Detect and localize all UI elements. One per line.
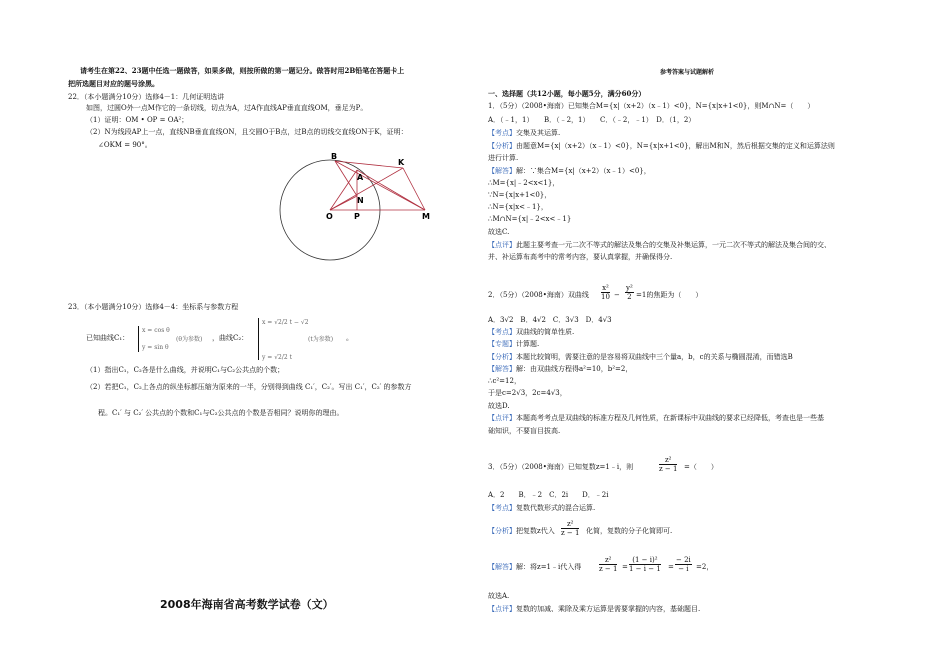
- q1-kaodian: [488, 129, 560, 138]
- exam-title: 2008年海南省高考数学试卷（文）: [160, 598, 334, 611]
- q1-dianping: [488, 241, 831, 250]
- q1-fenxi-text: 由题意M={x|（x+2）（x﹣1）<0}，N={x|x+1<0}，解出M和N，然后根据交集的定义和运算法则: [516, 142, 835, 150]
- q2-frac-y: [625, 284, 634, 301]
- q3-z2: z²: [659, 456, 677, 465]
- q1-answer: 故选C.: [488, 228, 510, 236]
- q3-jieda-d3: − i: [678, 565, 689, 573]
- q3-fenxi-z2: z²: [561, 520, 579, 529]
- q23-curves: [86, 318, 446, 360]
- q2-stem-a: 2．（5分）（2008•海南）双曲线: [488, 291, 589, 299]
- q3-eq2: =: [668, 563, 674, 571]
- q1-dianping-text: 此题主要考查一元二次不等式的解法及集合的交集及补集运算，一元二次不等式的解法及集合间的交、: [516, 241, 831, 249]
- q1-jieda-tag: 【解答】: [488, 167, 516, 175]
- q3-stem-a: 3．（5分）（2008•海南）已知复数z=1﹣i，则: [488, 463, 634, 471]
- q1-dianping-cont: 并、补运算布高考中的常考内容，要认真掌握，并确保得分.: [488, 253, 673, 261]
- label-o: O: [326, 212, 333, 221]
- q3-dianping-text: 复数的加减、乘除及乘方运算是需要掌握的内容，基础题目.: [516, 605, 701, 613]
- q3-eq1: =: [622, 563, 628, 571]
- q3-fenxi-frac: [561, 520, 579, 537]
- q2-fenxi-text: 本题比较简明，需要注意的是容易将双曲线中三个量a，b，c的关系与椭圆混淆，而错选B: [516, 353, 793, 361]
- q3-kaodian: [488, 504, 595, 513]
- q2-answer: 故选D.: [488, 402, 510, 410]
- q3-jieda-tag: 【解答】: [488, 563, 516, 571]
- q2-frac-x: [601, 284, 610, 301]
- q22-part2: （2）N为线段AP上一点，直线NB垂直直线ON，且交圆O于B点，过B点的切线交直线ON于K，证明：: [86, 128, 408, 136]
- q3-jieda-z2: z²: [599, 556, 617, 565]
- q1-jieda-line2: ∴M={x|﹣2<x<1}，: [488, 179, 560, 187]
- q1-dianping-tag: 【点评】: [488, 241, 516, 249]
- instruction-line-1: 请考生在第22、23题中任选一题做答，如果多做，则按所做的第一题记分。做答时用2B铅笔在答题卡上: [80, 66, 405, 75]
- q2-fenxi: [488, 353, 793, 362]
- q23-part1: （1）指出C₁，C₂各是什么曲线，并说明C₁与C₂公共点的个数；: [86, 366, 285, 374]
- q23-c2-label: ，曲线C₂：: [212, 334, 249, 342]
- line-ok: [330, 168, 403, 210]
- q2-dianping-tag: 【点评】: [488, 414, 516, 422]
- q22-geometry-figure: [270, 150, 450, 270]
- q3-jieda-n2: (1 − i)²: [629, 556, 661, 565]
- q23-c1-y: y = sin θ: [142, 344, 169, 351]
- q3-fenxi-a: 把复数z代入: [516, 527, 555, 535]
- q22-part1: （1）证明：OM • OP = OA²；: [86, 116, 189, 124]
- q3-jieda-frac1: [599, 556, 617, 573]
- q2-y2: y²: [626, 284, 633, 292]
- q3-zm1: z − 1: [659, 465, 678, 473]
- q3-kaodian-tag: 【考点】: [488, 504, 516, 512]
- q1-jieda-line1: 解：∵集合M={x|（x+2）（x﹣1）<0}，: [516, 167, 651, 175]
- q2-options: A．3√2 B．4√2 C．3√3 D．4√3: [488, 316, 612, 324]
- q3-jieda-d2: 1 − i − 1: [629, 565, 661, 573]
- q23-c1-param: (θ为参数): [176, 336, 203, 343]
- q1-jieda: [488, 167, 651, 176]
- label-b: B: [331, 152, 338, 161]
- q2-zhuanti: [488, 340, 539, 349]
- q2-dianping-text: 本题高考考点是双曲线的标准方程及几何性质，在新课标中双曲线的要求已经降低，考查也是一些基: [516, 414, 824, 422]
- q2-stem-b: =1的焦距为（ ）: [636, 291, 703, 299]
- q2-two: 2: [627, 293, 632, 301]
- q2-jieda-line1: 解：由双曲线方程得a²=10，b²=2，: [516, 365, 633, 373]
- q1-jieda-line5: ∴M∩N={x|﹣2<x<﹣1}: [488, 215, 572, 223]
- q2-jieda-tag: 【解答】: [488, 365, 516, 373]
- q3-jieda-frac3: [675, 556, 692, 573]
- q1-options: A．（﹣1，1） B．（﹣2，1） C．（﹣2，﹣1） D．（1，2）: [488, 116, 696, 124]
- q2-ten: 10: [601, 293, 610, 301]
- q3-dianping-tag: 【点评】: [488, 605, 516, 613]
- q1-stem: 1．（5分）（2008•海南）已知集合M={x|（x+2）（x﹣1）<0}，N={x|x+1<0}，则M∩N=（ ）: [488, 102, 815, 110]
- q2-zhuanti-text: 计算题.: [516, 340, 540, 348]
- q23-c1-x: x = cos θ: [142, 327, 170, 334]
- q2-jieda-line2: ∴c²=12，: [488, 377, 521, 385]
- line-bm: [335, 161, 425, 210]
- q23-part2-cont: 程。C₁′ 与 C₂′ 公共点的个数和C₁与C₂公共点的个数是否相同？说明你的理由。: [98, 409, 344, 417]
- label-p: P: [354, 212, 360, 221]
- q3-jieda: [488, 556, 888, 578]
- q23-c2-system: [258, 318, 309, 360]
- q2-kaodian-tag: 【考点】: [488, 328, 516, 336]
- q3-fenxi-zm1: z − 1: [561, 529, 580, 537]
- q3-jieda-end: =2，: [696, 563, 714, 571]
- q3-kaodian-text: 复数代数形式的混合运算.: [516, 504, 596, 512]
- q2-minus: −: [614, 291, 620, 299]
- q2-x2: x²: [602, 284, 609, 292]
- instruction-line-2: 把所选题目对应的题号涂黑。: [68, 79, 159, 88]
- q2-jieda: [488, 365, 632, 374]
- q1-jieda-line4: ∴N={x|x<﹣1}，: [488, 203, 548, 211]
- q2-jieda-line3: 于是c=2√3，2c=4√3，: [488, 389, 567, 397]
- q2-dianping-cont: 础知识，不要盲目拔高.: [488, 427, 561, 435]
- q3-fenxi-tag: 【分析】: [488, 527, 516, 535]
- q1-fenxi-cont: 进行计算.: [488, 154, 519, 162]
- q3-options: A．2 B．﹣2 C．2i D．﹣2i: [488, 491, 609, 499]
- q22-stem: 如图，过圆O外一点M作它的一条切线，切点为A，过A作直线AP垂直直线OM，垂足为P。: [86, 104, 368, 112]
- q3-jieda-zm1: z − 1: [599, 565, 618, 573]
- q1-kaodian-text: 交集及其运算.: [516, 129, 561, 137]
- answer-header: 参考答案与试题解析: [660, 69, 715, 76]
- q2-stem: [488, 284, 888, 306]
- q3-stem: [488, 456, 888, 478]
- q1-jieda-line3: ∵N={x|x+1<0}，: [488, 191, 552, 199]
- q3-stem-b: =（ ）: [684, 463, 718, 471]
- q2-fenxi-tag: 【分析】: [488, 353, 516, 361]
- line-on: [330, 196, 357, 210]
- q3-jieda-frac2: [629, 556, 661, 573]
- label-n: N: [357, 196, 364, 205]
- q23-c2-y: y = √2/2 t: [262, 354, 293, 361]
- label-m: M: [422, 212, 430, 221]
- q3-dianping: [488, 605, 700, 614]
- q3-jieda-n3: − 2i: [676, 556, 691, 564]
- q23-part2: （2）若把C₁，C₂上各点的纵坐标都压缩为原来的一半，分别得到曲线 C₁′，C₂′。写出 C₁′，C₂′ 的参数方: [86, 383, 412, 391]
- q2-kaodian: [488, 328, 574, 337]
- q23-header: 23．（本小题满分10分）选修4－4：坐标系与参数方程: [68, 303, 239, 311]
- q2-kaodian-text: 双曲线的简单性质.: [516, 328, 575, 336]
- label-a: A: [357, 173, 364, 182]
- q1-kaodian-tag: 【考点】: [488, 129, 516, 137]
- label-k: K: [398, 158, 405, 167]
- q3-answer: 故选A.: [488, 592, 510, 600]
- q23-period: 。: [346, 334, 353, 342]
- q23-c2-param: (t为参数): [308, 336, 334, 343]
- q1-fenxi-tag: 【分析】: [488, 142, 516, 150]
- q3-jieda-a: 解：将z=1﹣i代入得: [516, 563, 582, 571]
- q2-zhuanti-tag: 【专题】: [488, 340, 516, 348]
- q1-fenxi: [488, 142, 835, 151]
- section-title: 一、选择题（共12小题，每小题5分，满分60分）: [488, 89, 646, 98]
- q3-fenxi-b: 化简，复数的分子化简即可.: [586, 527, 673, 535]
- q3-fenxi: [488, 520, 888, 542]
- q3-frac: [659, 456, 677, 473]
- q23-c1-label: 已知曲线C₁：: [86, 334, 130, 342]
- q22-header: 22．（本小题满分10分）选修4－1：几何证明选讲: [68, 93, 225, 101]
- q23-c1-system: [138, 326, 170, 352]
- q23-c2-x: x = √2/2 t − √2: [262, 319, 309, 326]
- q2-dianping: [488, 414, 824, 423]
- q22-part2-cont: ∠OKM = 90°。: [98, 141, 152, 149]
